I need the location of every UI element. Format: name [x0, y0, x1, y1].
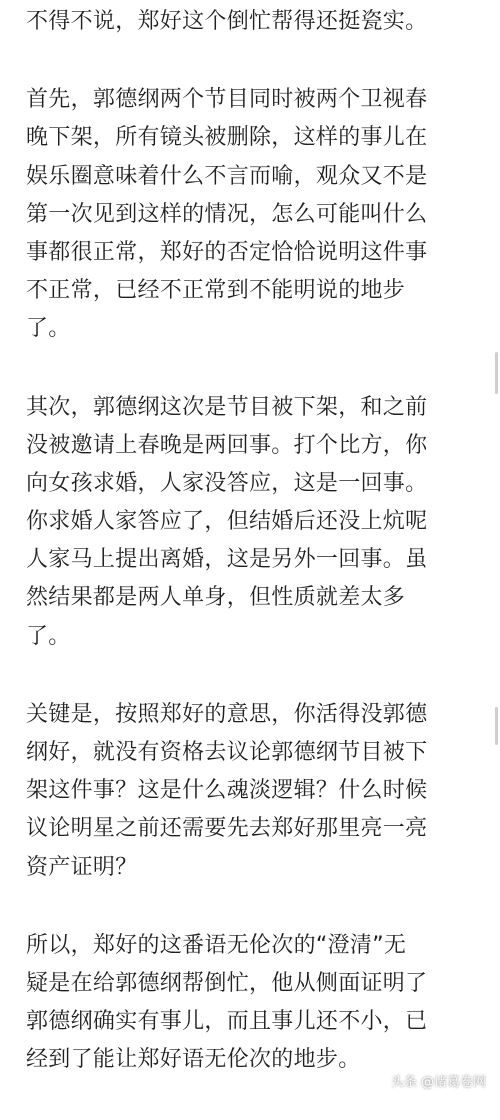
text-line: 疑是在给郭德纲帮倒忙，他从侧面证明了: [26, 970, 428, 996]
text-line: 然结果都是两人单身，但性质就差太多: [26, 585, 406, 611]
text-line: 议论明星之前还需要先去郑好那里亮一亮: [26, 816, 428, 842]
text-line: 所以，郑好的这番语无伦次的“澄清”无: [26, 932, 407, 958]
text-line: 经到了能让郑好语无伦次的地步。: [26, 1047, 361, 1073]
text-line: 纲好，就没有资格去议论郭德纲节目被下: [26, 740, 428, 765]
text-line: 架这件事？这是什么魂淡逻辑？什么时候: [26, 778, 428, 804]
text-line: 了。: [26, 316, 71, 342]
scrollbar-indicator[interactable]: [495, 352, 498, 394]
text-line: 你求婚人家答应了，但结婚后还没上炕呢: [26, 509, 428, 535]
text-line: 首先，郭德纲两个节目同时被两个卫视春: [26, 87, 428, 113]
text-line: 不得不说，郑好这个倒忙帮得还挺瓷实。: [26, 9, 428, 34]
text-line: 人家马上提出离婚，这是另外一回事。虽: [26, 547, 428, 573]
text-line: 不正常，已经不正常到不能明说的地步: [26, 278, 406, 304]
paragraph-2: [26, 81, 482, 348]
text-line: 娱乐圈意味着什么不言而喻，观众又不是: [26, 163, 428, 189]
text-line: 资产证明？: [26, 854, 138, 880]
source-watermark: [391, 1071, 486, 1090]
text-line: 了。: [26, 623, 71, 649]
text-line: 关键是，按照郑好的意思，你活得没郭德: [26, 701, 428, 727]
paragraph-1: [26, 3, 482, 41]
scrollbar-indicator[interactable]: [495, 707, 498, 745]
text-line: 郭德纲确实有事儿，而且事儿还不小，已: [26, 1009, 428, 1035]
watermark-text: 头条 @诸葛卷网: [390, 1075, 486, 1090]
text-line: 事都很正常，郑好的否定恰恰说明这件事: [26, 239, 428, 265]
text-line: 其次，郭德纲这次是节目被下架，和之前: [26, 394, 428, 420]
paragraph-4: [26, 696, 482, 887]
paragraph-3: [26, 389, 482, 656]
article-body: [26, 3, 482, 1120]
text-line: 第一次见到这样的情况，怎么可能叫什么: [26, 201, 428, 227]
text-line: 晚下架，所有镜头被删除，这样的事儿在: [26, 125, 428, 151]
text-line: 向女孩求婚，人家没答应，这是一回事。: [26, 470, 428, 496]
paragraph-5: [26, 927, 482, 1080]
text-line: 没被邀请上春晚是两回事。打个比方，你: [26, 432, 428, 458]
